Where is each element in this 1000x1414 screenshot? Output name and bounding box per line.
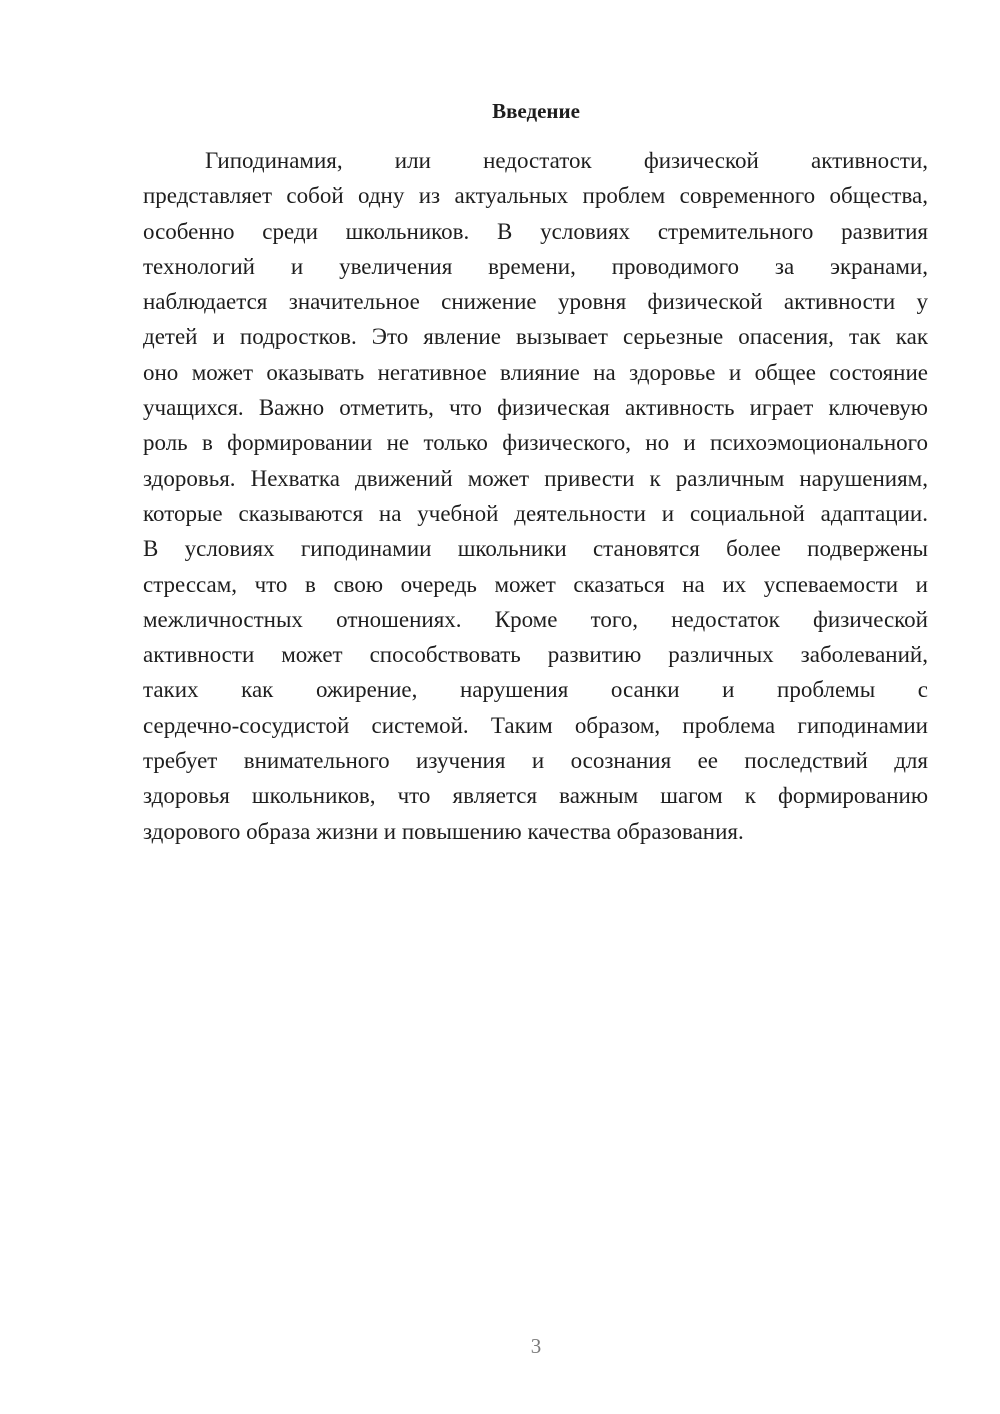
paragraph-line: особенно среди школьников. В условиях стремительного развития xyxy=(143,218,928,244)
paragraph-line: стрессам, что в свою очередь может сказаться на их успеваемости и xyxy=(143,571,928,597)
paragraph-line: роль в формировании не только физического, но и психоэмоционального xyxy=(143,430,928,456)
paragraph-line: здорового образа жизни и повышению качества образования. xyxy=(143,818,744,844)
paragraph-line: требует внимательного изучения и осознания ее последствий для xyxy=(143,748,928,774)
paragraph-line: межличностных отношениях. Кроме того, недостаток физической xyxy=(143,606,928,632)
paragraph-line: здоровья школьников, что является важным шагом к формированию xyxy=(143,783,928,809)
section-heading: Введение xyxy=(492,99,580,123)
introduction-paragraph xyxy=(143,143,928,849)
paragraph-line: учащихся. Важно отметить, что физическая активность играет ключевую xyxy=(143,395,928,421)
paragraph-line: наблюдается значительное снижение уровня физической активности у xyxy=(143,289,928,315)
paragraph-line: Гиподинамия, или недостаток физической активности, xyxy=(205,148,928,173)
paragraph-line: В условиях гиподинамии школьники становятся более подвержены xyxy=(143,536,928,562)
paragraph-line: представляет собой одну из актуальных проблем современного общества, xyxy=(143,183,928,209)
paragraph-line: технологий и увеличения времени, проводимого за экранами, xyxy=(143,253,928,279)
paragraph-line: таких как ожирение, нарушения осанки и проблемы с xyxy=(143,677,928,703)
paragraph-line: активности может способствовать развитию различных заболеваний, xyxy=(143,642,928,668)
page-number: 3 xyxy=(530,1334,542,1358)
paragraph-line: оно может оказывать негативное влияние на здоровье и общее состояние xyxy=(143,359,928,385)
paragraph-line: сердечно-сосудистой системой. Таким образом, проблема гиподинамии xyxy=(143,712,928,738)
paragraph-line: которые сказываются на учебной деятельности и социальной адаптации. xyxy=(143,500,928,526)
paragraph-line: здоровья. Нехватка движений может привести к различным нарушениям, xyxy=(143,465,928,491)
paragraph-line: детей и подростков. Это явление вызывает серьезные опасения, так как xyxy=(143,324,928,350)
